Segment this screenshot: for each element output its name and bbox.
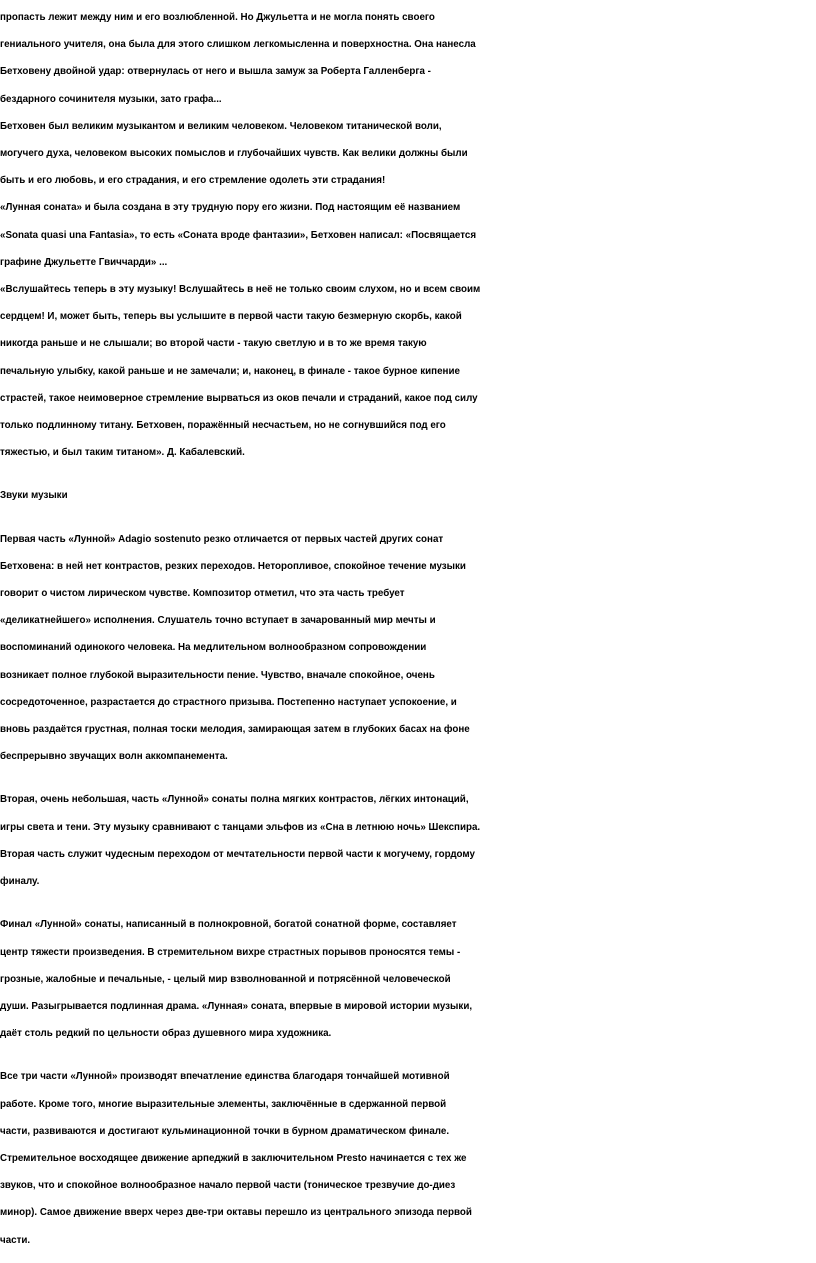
text-line: части.	[0, 1234, 31, 1246]
text-line: грозные, жалобные и печальные, - целый мир взволнованной и потрясённой человеческой	[0, 973, 451, 985]
text-line: Все три части «Лунной» производят впечатление единства благодаря тончайшей мотивной	[0, 1071, 450, 1083]
text-line: тяжестью, и был таким титаном». Д. Кабалевский.	[0, 447, 245, 459]
paragraph-first-movement	[0, 526, 816, 771]
paragraph-gap	[0, 466, 816, 482]
text-line: Вторая, очень небольшая, часть «Лунной» сонаты полна мягких контрастов, лёгких интонаций,	[0, 794, 469, 806]
text-line: души. Разыгрывается подлинная драма. «Лунная» соната, впервые в мировой истории музыки,	[0, 1000, 473, 1012]
text-line: сердцем! И, может быть, теперь вы услышите в первой части такую безмерную скорбь, какой	[0, 311, 462, 323]
text-line: Вторая часть служит чудесным переходом от мечтательности первой части к могучему, гордому	[0, 848, 475, 860]
text-line: сосредоточенное, разрастается до страстного призыва. Постепенно наступает успокоение, и	[0, 696, 457, 708]
text-line: Бетховена: в ней нет контрастов, резких переходов. Неторопливое, спокойное течение музыки	[0, 560, 466, 572]
text-line: Бетховену двойной удар: отвернулась от него и вышла замуж за Роберта Галленберга -	[0, 66, 431, 78]
text-line: бездарного сочинителя музыки, зато графа...	[0, 93, 222, 105]
text-line: возникает полное глубокой выразительности пение. Чувство, вначале спокойное, очень	[0, 669, 435, 681]
text-line: «Вслушайтесь теперь в эту музыку! Вслушайтесь в неё не только своим слухом, но и всем своим	[0, 284, 481, 296]
text-line: Бетховен был великим музыкантом и великим человеком. Человеком титанической воли,	[0, 120, 442, 132]
paragraph-finale	[0, 911, 816, 1047]
text-line: минор). Самое движение вверх через две-три октавы перешло из центрального эпизода первой	[0, 1207, 472, 1219]
text-line: гениального учителя, она была для этого слишком легкомысленна и поверхностна. Она нанесла	[0, 39, 476, 51]
paragraph-second-movement	[0, 786, 816, 895]
text-line: страстей, такое неимоверное стремление вырваться из оков печали и страданий, какое под силу	[0, 392, 478, 404]
text-line: Стремительное восходящее движение арпеджий в заключительном Presto начинается с тех же	[0, 1152, 467, 1164]
paragraph-gap	[0, 1047, 816, 1063]
paragraph-unity	[0, 1063, 816, 1253]
paragraph-gap	[0, 895, 816, 911]
text-line: вновь раздаётся грустная, полная тоски мелодия, замирающая затем в глубоких басах на фоне	[0, 724, 470, 736]
heading-text: Звуки музыки	[0, 490, 68, 502]
text-line: «Лунная соната» и была создана в эту трудную пору его жизни. Под настоящим её названием	[0, 202, 461, 214]
text-line: графине Джульетте Гвиччарди» ...	[0, 256, 168, 268]
text-line: беспрерывно звучащих волн аккомпанемента.	[0, 751, 228, 763]
text-block-intro	[0, 4, 816, 466]
text-line: быть и его любовь, и его страдания, и его стремление одолеть эти страдания!	[0, 175, 386, 187]
text-line: даёт столь редкий по цельности образ душевного мира художника.	[0, 1028, 332, 1040]
paragraph-gap	[0, 770, 816, 786]
text-line: финалу.	[0, 876, 40, 888]
text-line: звуков, что и спокойное волнообразное начало первой части (тоническое трезвучие до-диез	[0, 1180, 456, 1192]
text-line: Первая часть «Лунной» Adagio sostenuto резко отличается от первых частей других сонат	[0, 533, 444, 545]
text-line: «деликатнейшего» исполнения. Слушатель точно вступает в зачарованный мир мечты и	[0, 615, 436, 627]
paragraph-gap	[0, 510, 816, 526]
text-line: игры света и тени. Эту музыку сравнивают с танцами эльфов из «Сна в летнюю ночь» Шекспира.	[0, 821, 481, 833]
text-line: пропасть лежит между ним и его возлюбленной. Но Джульетта и не могла понять своего	[0, 12, 435, 23]
text-line: «Sonata quasi una Fantasia», то есть «Соната вроде фантазии», Бетховен написал: «Посвящается	[0, 229, 477, 241]
text-line: могучего духа, человеком высоких помыслов и глубочайших чувств. Как велики должны были	[0, 148, 468, 160]
section-heading	[0, 482, 816, 509]
text-line: печальную улыбку, какой раньше и не замечали; и, наконец, в финале - такое бурное кипение	[0, 365, 460, 377]
text-line: только подлинному титану. Бетховен, поражённый несчастьем, но не согнувшийся под его	[0, 420, 446, 432]
text-line: части, развиваются и достигают кульминационной точки в бурном драматическом финале.	[0, 1125, 450, 1137]
text-line: центр тяжести произведения. В стремительном вихре страстных порывов проносятся темы -	[0, 946, 461, 958]
text-line: никогда раньше и не слышали; во второй части - такую светлую и в то же время такую	[0, 338, 427, 350]
text-line: работе. Кроме того, многие выразительные элементы, заключённые в сдержанной первой	[0, 1098, 447, 1110]
text-line: Финал «Лунной» сонаты, написанный в полнокровной, богатой сонатной форме, составляет	[0, 919, 457, 931]
text-line: воспоминаний одинокого человека. На медлительном волнообразном сопровождении	[0, 642, 427, 654]
text-line: говорит о чистом лирическом чувстве. Композитор отметил, что эта часть требует	[0, 588, 405, 600]
